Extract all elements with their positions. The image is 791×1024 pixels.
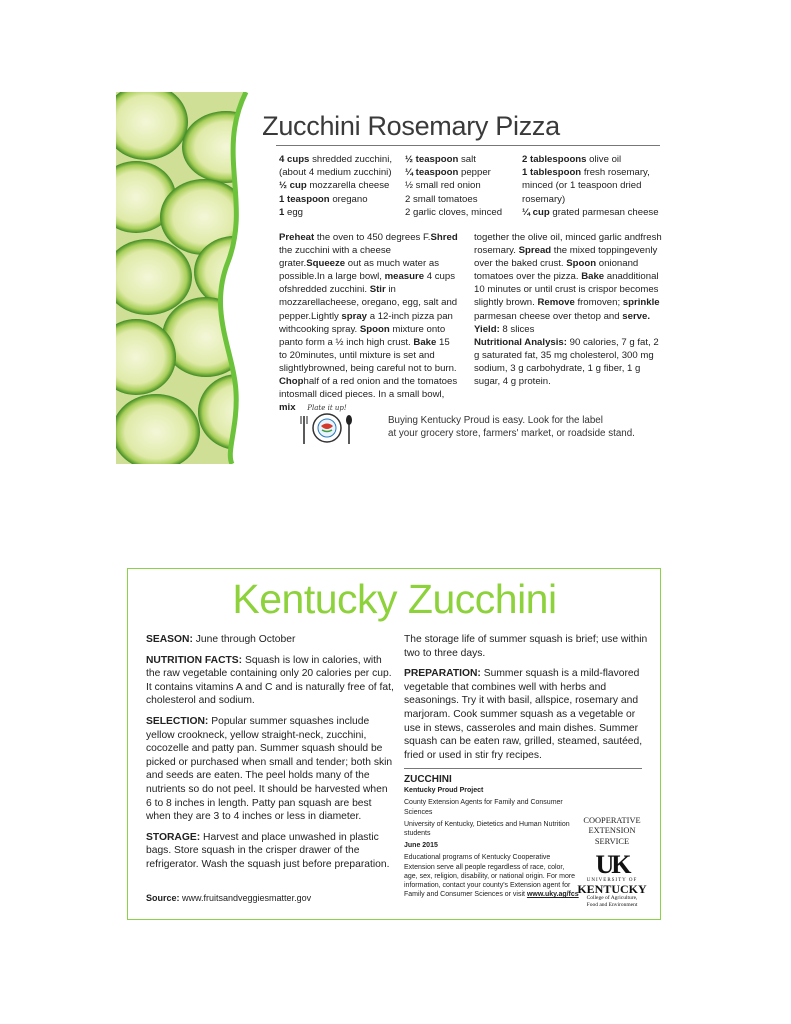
credits-divider <box>404 768 642 769</box>
directions-right <box>474 231 664 388</box>
ingredient: ¼ teaspoon pepper <box>405 167 491 179</box>
preparation: PREPARATION: Summer squash is a mild-flavored vegetable that combines well with herbs and seasonings. Try it with basil, allspice, rosemary and marjoram. Cook summer squash as a vegetable or use in stews, casseroles and main dishes. Summer squash can be eaten raw, grilled, steamed, sautéed, fried or used in stir fry recipes. <box>404 668 643 761</box>
step-text: Lightly <box>311 310 342 322</box>
uk-college-2: Food and Environment <box>586 901 638 908</box>
cooperative-extension-label: COOPERATIVE EXTENSION SERVICE <box>583 816 641 846</box>
step-verb: Chop <box>279 376 304 388</box>
step-verb: Bake <box>413 336 437 348</box>
step-verb: Spread <box>518 245 552 257</box>
step-text: fresh rosemary. <box>474 232 662 257</box>
step-text: the mixed topping <box>551 245 630 257</box>
step-text: cooking spray. <box>296 323 360 335</box>
uk-university: UNIVERSITY OF <box>586 878 638 883</box>
step-text: cheese, oregano, egg, salt and pepper. <box>279 297 458 322</box>
info-right-column <box>404 633 654 769</box>
kentucky-proud-line-1: Buying Kentucky Proud is easy. Look for the label <box>388 415 603 426</box>
step-verb: Remove <box>537 297 575 309</box>
step-text: additional 10 minutes or until crust is crisp <box>474 271 659 296</box>
ingredient: 1 tablespoon fresh rosemary, <box>522 167 650 179</box>
nutrition-facts: NUTRITION FACTS: Squash is low in calories, with the raw vegetable containing only 20 calories per cup. It contains vitamins A and C and is naturally free of fat, cholesterol and sodium. <box>146 654 394 707</box>
kentucky-proud-line-2: at your grocery store, farmers' market, or roadside stand. <box>388 428 635 439</box>
step-text: oven; <box>596 297 623 309</box>
ingredient: 1 teaspoon oregano <box>279 193 368 205</box>
step-verb: mix <box>279 402 296 414</box>
ingredient: 2 small tomatoes <box>405 193 478 205</box>
credits-students: University of Kentucky, Dietetics and Human Nutrition students <box>404 820 570 838</box>
ingredients-column-1 <box>279 153 392 219</box>
step-verb: serve. <box>622 310 651 322</box>
step-verb: Squeeze <box>306 258 346 270</box>
step-text: an <box>604 271 618 283</box>
uk-kentucky: KENTUCKY <box>577 882 647 896</box>
step-text: mixture onto pan <box>279 323 446 348</box>
storage: STORAGE: Harvest and place unwashed in plastic bags. Store squash in the crisper drawer of the refrigerator. Wash the squash just before preparation. <box>146 831 390 870</box>
zucchini-photo <box>116 92 262 464</box>
info-left-column <box>146 633 394 879</box>
step-verb: sprinkle <box>622 297 660 309</box>
ingredient: 4 cups shredded zucchini, <box>279 154 393 165</box>
credits-project: Kentucky Proud Project <box>404 787 484 795</box>
info-title: Kentucky Zucchini <box>232 576 557 622</box>
step-verb: Shred <box>430 232 458 243</box>
step-text: 15 to 20 <box>279 336 450 361</box>
credits-heading: ZUCCHINI <box>404 774 452 785</box>
step-text: top and <box>587 310 623 322</box>
source: Source: www.fruitsandveggiesmatter.gov <box>146 893 312 903</box>
step-text: half of a red onion and the tomatoes into <box>279 376 458 401</box>
uk-mark: UK <box>595 850 629 879</box>
step-text: browned, being careful not to burn. <box>308 362 457 374</box>
uk-logo <box>576 852 648 908</box>
title-divider <box>276 145 660 146</box>
step-verb: Stir <box>369 284 386 296</box>
directions-text <box>279 231 459 414</box>
yield: Yield: 8 slices <box>474 323 535 335</box>
step-text: and tomatoes over the pizza. <box>474 258 639 283</box>
ingredient: 1 egg <box>279 206 304 218</box>
step-verb: Spoon <box>359 323 390 335</box>
ingredient: ½ teaspoon salt <box>405 154 476 165</box>
step-text: together the olive oil, minced garlic and <box>474 232 641 243</box>
credits-agents: County Extension Agents for Family and Consumer Sciences <box>404 799 563 816</box>
step-text: out as much water as possible. <box>279 258 439 283</box>
directions-continued <box>474 231 664 323</box>
step-text: parmesan cheese over the <box>474 310 588 322</box>
storage-life: The storage life of summer squash is brief; use within two to three days. <box>404 634 648 659</box>
kentucky-proud-text <box>388 414 635 440</box>
credits-disclaimer: Educational programs of Kentucky Cooperative Extension serve all people regardless of race, color, age, sex, religion, disability, or national origin. For more information, contact your county's Extension agent for Family and Consumer Sciences or visit www.uky.ag/fcs <box>404 854 579 899</box>
step-text: from <box>574 297 597 309</box>
selection: SELECTION: Popular summer squashes include yellow crookneck, yellow straight-neck, zucchini, cocozelle and patty pan. Summer squash should be picked or purchased when small and tender; both skin and seeds are eaten. The peel holds many of the nutrients so do not peel. It should be harvested when 6 to 8 inches in length. Patty pan squash are best when they are 3 to 4 inches or less in diameter. <box>146 715 393 823</box>
step-verb: spray <box>341 310 368 322</box>
step-text: small diced pieces. In a small bowl, <box>294 389 445 401</box>
plate-it-up-logo <box>285 400 385 450</box>
step-verb: measure <box>384 271 425 283</box>
ingredients-column-2 <box>405 153 502 219</box>
ingredient: rosemary) <box>522 193 566 205</box>
ingredient: ¼ cup grated parmesan cheese <box>522 206 659 218</box>
logo-text: Plate it up! <box>307 404 347 412</box>
step-text: 4 cups of <box>279 271 456 296</box>
step-text: onion <box>596 258 623 270</box>
ingredient: (about 4 medium zucchini) <box>279 167 392 179</box>
step-text: minutes, until mixture is set and slightly <box>279 349 435 374</box>
credits-date: June 2015 <box>404 842 438 850</box>
step-text: evenly over the baked crust. <box>474 245 658 270</box>
ingredient: minced (or 1 teaspoon dried <box>522 180 642 192</box>
step-text: shredded zucchini. <box>287 284 370 296</box>
step-verb: Preheat <box>279 232 315 243</box>
season: SEASON: June through October <box>146 634 296 645</box>
credits-url[interactable]: www.uky.ag/fcs <box>526 891 579 899</box>
directions-left <box>279 231 459 414</box>
nutritional-analysis: Nutritional Analysis: 90 calories, 7 g fat, 2 g saturated fat, 35 mg cholesterol, 300 mg sodium, 3 g carbohydrate, 1 g fiber, 1 g sugar, 4 g protein. <box>474 336 659 388</box>
ingredients-column-3 <box>522 153 659 219</box>
credits <box>404 775 579 902</box>
ingredient: 2 garlic cloves, minced <box>405 206 503 218</box>
step-text: the oven to 450 degrees F. <box>314 232 431 243</box>
recipe-title: Zucchini Rosemary Pizza <box>262 111 560 141</box>
step-text: in mozzarella <box>279 284 396 309</box>
step-text: to form a ½ inch high crust. <box>295 336 414 348</box>
step-text: a 12-inch pizza pan with <box>279 310 453 335</box>
ingredient: ½ cup mozzarella cheese <box>279 180 390 192</box>
ingredient: ½ small red onion <box>405 180 481 192</box>
step-text: In a large bowl, <box>316 271 385 283</box>
step-text: or becomes slightly brown. <box>474 284 659 309</box>
ingredient: 2 tablespoons olive oil <box>522 154 622 165</box>
step-verb: Bake <box>581 271 605 283</box>
step-text: the zucchini with a cheese grater. <box>279 245 391 270</box>
uk-college-1: College of Agriculture, <box>586 895 638 901</box>
step-verb: Spoon <box>566 258 597 270</box>
